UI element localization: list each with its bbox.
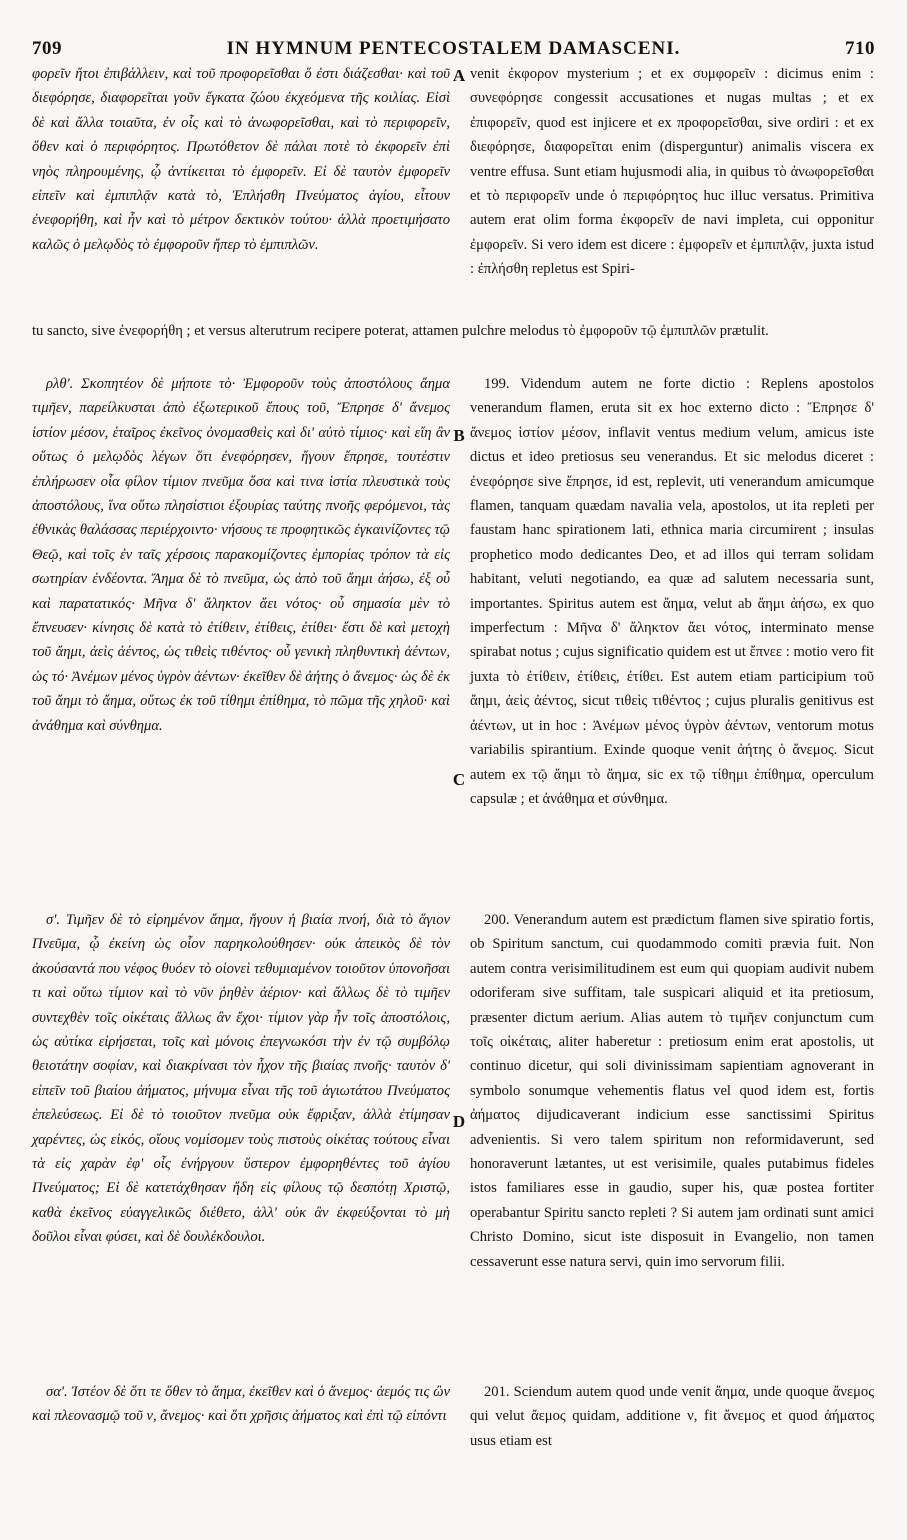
latin-paragraph-199: 199. Videndum autem ne forte dictio : Replens apostolos venerandum flamen, eruta sit ex hoc externo dicto : Ἔπρησε δ' ἄνεμος ἱστίον μέσον, inflavit ventus medium velum, amicus iste dictus et ideo pretiosus seu venerandus. Et sic melodus diceret : ἐνεφόρησε sive ἔπρησε, id est, replevit, uti venerandum amicumque flamen, tanquam quædam navalia vela, apostolos, ut ita repleti per faustam hanc spirationem lati, ethnica maria circumirent ; insulas prophetico modo dedicantes Deo, et ad illos qui terram solidam habitant, veluti negotiando, ea quæ ad salutem necessaria sunt, importantes. Spiritus autem est ἄημα, velut ab ἄημι ἀήσω, ex quo imperfectum : Μῆνα δ' ἄληκτον ἄει νότος, interminato mense spirabat notus ; cujus significatio quidem est ut ἔπνεε : motio vero fit juxta τὸ ἐτίθειν, ἐτίθεις, ἐτίθει. Est autem etiam participium τοῦ ἄημι, ἀεὶς ἀέντος, sicut τιθεὶς τιθέντος ; cujus pluralis genitivus est ἀέντων, ut in hoc : Ἀνέμων μένος ὑγρὸν ἀέντων, ventorum motus variabilis spirantium. Exinde quoque venit ἀήτης ὁ ἄνεμος. Sicut autem ex τῷ ἄημι τὸ ἄημα, sic ex τῷ τίθημι ἐπίθημα, operculum capsulæ ; et ἀνάθημα et σύνθημα. (470, 376, 874, 807)
margin-letter-b: B (453, 426, 465, 445)
greek-column-block-4 (32, 1380, 450, 1460)
running-header (32, 38, 875, 60)
page-number-left: 709 (32, 38, 62, 59)
latin-continuation: tu sancto, sive ἐνεφορήθη ; et versus alterutrum recipere poterat, attamen pulchre melodus τὸ ἐμφοροῦν τῷ ἐμπιπλῶν prætulit. (32, 323, 769, 339)
latin-paragraph-200: 200. Venerandum autem est prædictum flamen sive spiratio fortis, ob Spiritum sanctum, cui quodammodo comiti prævia fuit. Non autem contra verisimilitudinem est eum qui quopiam audivit nubem odoriferam sive suffitam, tale suspicari aliquid et ita pretiosum, præsenter dictum aerium. Alias autem τὸ τιμῆεν conjunctum cum τοῖς οἰκέταις, aliter haberetur : pretiosum enim erat apostolis, ut continuo dicetur, qui soli divinissimam sapientiam agnoverant in symbolo sonumque vehementis flatus vel quod idem est, fortis ἀήματος dijudicaverant indicium esse sanctissimi Spiritus advenientis. Si vero talem spiritum non reformidaverunt, sed honoraverunt lætantes, ut est verisimile, quales putabimus fideles istos familiares esse in gaudio, super his, quæ postea fortiter operabantur Spiritu sancto repleti ? Si autem jam ordinati sunt amici Christo Domino, sicut iste disposuit in Evangelio, non tamen cessaverunt esse natura servi, quin imo servorum filii. (470, 912, 874, 1270)
running-title: IN HYMNUM PENTECOSTALEM DAMASCENI. (226, 38, 681, 59)
greek-paragraph-201: σα'. Ἰστέον δὲ ὅτι τε ὅθεν τὸ ἄημα, ἐκεῖθεν καὶ ὁ ἄνεμος· ἀεμός τις ὢν καὶ πλεονασμῷ τοῦ ν, ἄνεμος· καὶ ὅτι χρῆσις ἀήματος καὶ ἐπὶ τῷ εἰπόντι (32, 1384, 450, 1425)
margin-letter-c: C (452, 770, 466, 789)
margin-letter-a: A (452, 66, 466, 85)
greek-paragraph-200: σ'. Τιμῆεν δὲ τὸ εἰρημένον ἄημα, ἤγουν ἡ βιαία πνοή, διὰ τὸ ἅγιον Πνεῦμα, ᾧ ἐκείνη ὡς οἷον παρηκολούθησεν· οὐκ ἀπεικὸς δὲ τὸν ἀκούσαντά που νέφος θυόεν τὸ οἱονεὶ τεθυμιαμένον τοιοῦτον ὑπονοῆσαι τι καὶ οὕτω τίμιον καὶ τὸ νῦν ῥηθὲν ἀέριον· καὶ ἄλλως δὲ τὸ τιμῆεν συντεχθὲν τοῖς οἰκέταις ἄλλως ἂν ἔχοι· τίμιον γὰρ ἦν τοῖς ἀποστόλοις, ὡς αὐτίκα εἰρήσεται, τοῖς καὶ μόνοις ἐπεγνωκόσι τὴν ἐν τῷ συμβόλῳ θειοτάτην σοφίαν, καὶ διακρίνασι τὸν ἦχον τῆς βιαίας πνοῆς· ταυτὸν δ' εἰπεῖν τοῦ βιαίου ἀήματος, μήνυμα εἶναι τῆς τοῦ ἁγιωτάτου Πνεύματος ἐπελεύσεως. Εἰ δὲ τὸ τοιοῦτον πνεῦμα οὐκ ἔφριξαν, ἀλλὰ ἐτίμησαν χαρέντες, ὡς εἰκός, οἵους νομίσομεν τοὺς πιστοὺς οἰκέτας τούτους εἶναι τὰ εἰς χαρὰν ἐφ' οἷς ἐνήργουν ὕστερον ἐμφορηθέντες τοῦ ἁγίου Πνεύματος; Εἰ δὲ κατετάχθησαν ἤδη εἰς φίλους τῷ δεσπότῃ Χριστῷ, καθὰ ἐκεῖνος εὐαγγελικῶς διέθετο, ἀλλ' οὐκ ἂν ἐκφεύξονται τὸ μὴ δοῦλοι εἶναι φύσει, καὶ δὲ δουλέκδουλοι. (32, 912, 450, 1246)
greek-paragraph-199: ρλθ'. Σκοπητέον δὲ μήποτε τὸ· Ἐμφοροῦν τοὺς ἀποστόλους ἄημα τιμῆεν, παρείλκυσται ἀπὸ ἐξωτερικοῦ ἔπους τοῦ, Ἔπρησε δ' ἄνεμος ἱστίον μέσον, ἑταῖρος ἐκεῖνος ὀνομασθεὶς καὶ δι' αὐτὸ τίμιος· καὶ εἴη ἂν οὕτως ὁ μελῳδὸς λέγων ὅτι ἐνεφόρησεν, ἤγουν ἔπρησε, τουτέστιν ἐπλήρωσεν οἷα φίλον τίμιον πνεῦμα ὅσα καὶ τινα ἱστία πλευστικὰ τοὺς ἀποστόλους, ἵνα οὕτω πλησίστιοι ἐξουρίας ταύτης πνοῆς φερόμενοι, τὰς ἐθνικὰς θαλάσσας περιέρχοιντο· νήσους τε προφητικῶς ἐγκαινίζοντες τῷ Θεῷ, καὶ τοῖς ἐν ταῖς χέρσοις παρακομίζοντες ἐμπορίας τρόπον τὰ εἰς σωτηρίαν ἐνδέοντα. Ἄημα δὲ τὸ πνεῦμα, ὡς ἀπὸ τοῦ ἄημι ἀήσω, ἐξ οὗ καὶ παρατατικός· Μῆνα δ' ἄληκτον ἄει νότος· οὗ σημασία μὲν τὸ ἔπνευσεν· κίνησις δὲ κατὰ τὸ ἐτίθειν, ἐτίθεις, ἐτίθει· ἔστι δὲ καὶ μετοχὴ τοῦ ἄημι, ἀεὶς ἀέντος, ὡς τιθεὶς τιθέντος· οὗ γενικὴ πληθυντικὴ ἀέντων, ὡς τό· Ἀνέμων μένος ὑγρὸν ἀέντων· ἐκεῖθεν δὲ ἀήτης ὁ ἄνεμος· ὡς δὲ ἐκ τοῦ ἄημι τὸ ἄημα, οὕτως ἐκ τοῦ τίθημι ἐπίθημα, τὸ πῶμα τῆς χηλοῦ· καὶ ἀνάθημα καὶ σύνθημα. (32, 376, 450, 734)
latin-paragraph: venit ἐκφορον mysterium ; et ex συμφορεῖν : dicimus enim : συνεφόρησε congessit accusationes et nugas multas ; et ex ἐπιφορεῖν, quod est injicere et ex προφορεῖσθαι, sive ordiri : et ex διεφόρησε, διαφορεῖται enim (disperguntur) animalis viscera ex ventre effusa. Sunt etiam hujusmodi alia, in quibus τὸ ἀνωφορεῖσθαι et τὸ περιφορεῖν unde ὁ περιφόρητος huc illuc versatus. Primitiva autem erat olim forma ἐκφορεῖν de navi impleta, cui opponitur ἐμφορεῖν. Si vero idem est dicere : ἐμφορεῖν et ἐμπιπλᾷν, juxta istud : ἐπλήσθη repletus est Spiri- (470, 66, 874, 278)
latin-column-block-4 (470, 1380, 874, 1460)
greek-paragraph: φορεῖν ἤτοι ἐπιβάλλειν, καὶ τοῦ προφορεῖσθαι ὅ ἐστι διάζεσθαι· καὶ τοῦ διεφόρησε, διαφορεῖται γοῦν ἔγκατα ζώου ἐκχεόμενα τῆς κοιλίας. Εἰσὶ δὲ καὶ ἄλλα τοιαῦτα, ἐν οἷς καὶ τὸ ἀνωφορεῖσθαι, καὶ τὸ περιφορεῖν, ὅθεν καὶ ὁ περιφόρητος. Πρωτόθετον δὲ πάλαι ποτὲ τὸ ἐκφορεῖν ἐπὶ νηὸς πληρουμένης, ᾧ ἀντίκειται τὸ ἐμφορεῖν. Εἰ δὲ ταυτὸν ἐμφορεῖν εἰπεῖν καὶ ἐμπιπλᾷν κατὰ τὸ, Ἐπλήσθη Πνεύματος ἁγίου, εἶτουν ἐνεφορήθη, καὶ ἦν καὶ τὸ μέτρον δεκτικὸν τούτου· ἀλλὰ προετιμήσατο καλῶς ὁ μελῳδὸς τὸ ἐμφοροῦν ἤπερ τὸ ἐμπιπλῶν. (32, 66, 450, 253)
latin-column-block-1 (470, 62, 874, 308)
greek-column-block-2 (32, 372, 450, 862)
greek-column-block-3 (32, 908, 450, 1368)
latin-paragraph-201: 201. Sciendum autem quod unde venit ἄημα, unde quoque ἄνεμος qui velut ἄεμος quidam, additione ν, fit ἄνεμος et quod ἀήματος usus etiam est (470, 1384, 874, 1449)
greek-column-block-1 (32, 62, 450, 308)
full-width-line (32, 319, 874, 369)
margin-letter-d: D (452, 1112, 466, 1131)
page-number-right: 710 (845, 38, 875, 59)
latin-column-block-2 (470, 372, 874, 902)
latin-column-block-3 (470, 908, 874, 1368)
